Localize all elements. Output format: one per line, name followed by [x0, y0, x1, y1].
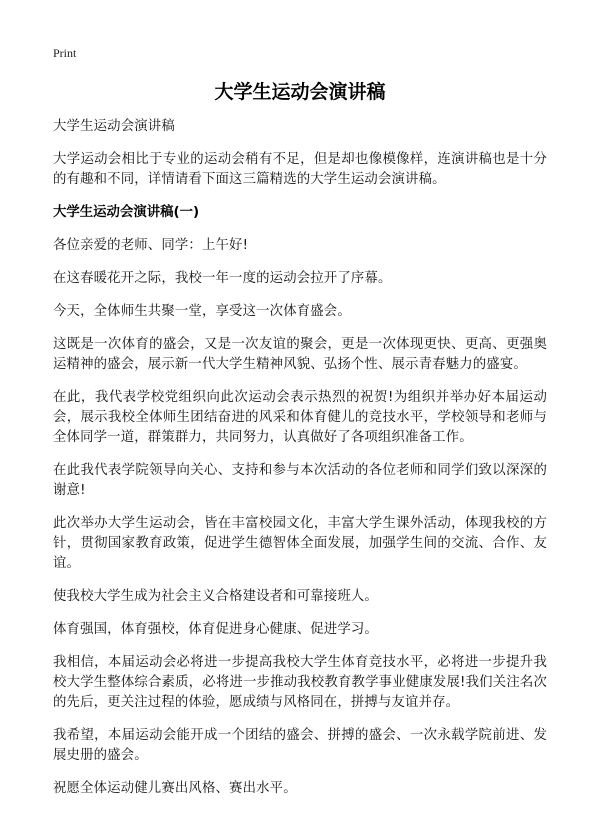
page-title: 大学生运动会演讲稿 [214, 81, 386, 103]
print-link[interactable]: Print [53, 46, 77, 60]
paragraph-10: 我相信，本届运动会必将进一步提高我校大学生体育竞技水平，必将进一步提升我校大学生整体综合素质，必将进一步推动我校教育教学事业健康发展!我们关注名次的先后，更关注过程的体验，愿成绩与风格同在，拼搏与友谊并存。 [53, 655, 547, 710]
paragraph-9: 体育强国，体育强校，体育促进身心健康、促进学习。 [53, 622, 378, 637]
paragraph-2: 在这春暖花开之际，我校一年一度的运动会拉开了序幕。 [53, 271, 392, 286]
paragraph-8: 使我校大学生成为社会主义合格建设者和可靠接班人。 [53, 589, 378, 604]
paragraph-11: 我希望，本届运动会能开成一个团结的盛会、拼搏的盛会、一次永载学院前进、发展史册的盛会。 [53, 728, 547, 763]
paragraph-4: 这既是一次体育的盛会，又是一次友谊的聚会，更是一次体现更快、更高、更强奥运精神的盛会，展示新一代大学生精神风貌、弘扬个性、展示青春魅力的盛宴。 [53, 337, 547, 372]
paragraph-12: 祝愿全体运动健儿赛出风格、赛出水平。 [53, 781, 297, 796]
paragraph-7: 此次举办大学生运动会，皆在丰富校园文化，丰富大学生课外活动，体现我校的方针，贯彻国家教育政策，促进学生德智体全面发展，加强学生间的交流、合作、友谊。 [53, 516, 547, 571]
paragraph-6: 在此我代表学院领导向关心、支持和参与本次活动的各位老师和同学们致以深深的谢意! [53, 463, 547, 498]
section-heading: 大学生运动会演讲稿(一) [53, 205, 200, 220]
paragraph-3: 今天，全体师生共聚一堂，享受这一次体育盛会。 [53, 304, 351, 319]
article-body [53, 117, 547, 812]
document-subtitle: 大学生运动会演讲稿 [53, 119, 175, 134]
intro-paragraph: 大学运动会相比于专业的运动会稍有不足，但是却也像模像样，连演讲稿也是十分的有趣和不同，详情请看下面这三篇精选的大学生运动会演讲稿。 [53, 152, 547, 187]
paragraph-5: 在此，我代表学校党组织向此次运动会表示热烈的祝贺!为组织并举办好本届运动会，展示我校全体师生团结奋进的风采和体育健儿的竞技水平，学校领导和老师与全体同学一道，群策群力，共同努力，认真做好了各项组织准备工作。 [53, 390, 547, 445]
paragraph-1: 各位亲爱的老师、同学：上午好! [53, 238, 249, 253]
